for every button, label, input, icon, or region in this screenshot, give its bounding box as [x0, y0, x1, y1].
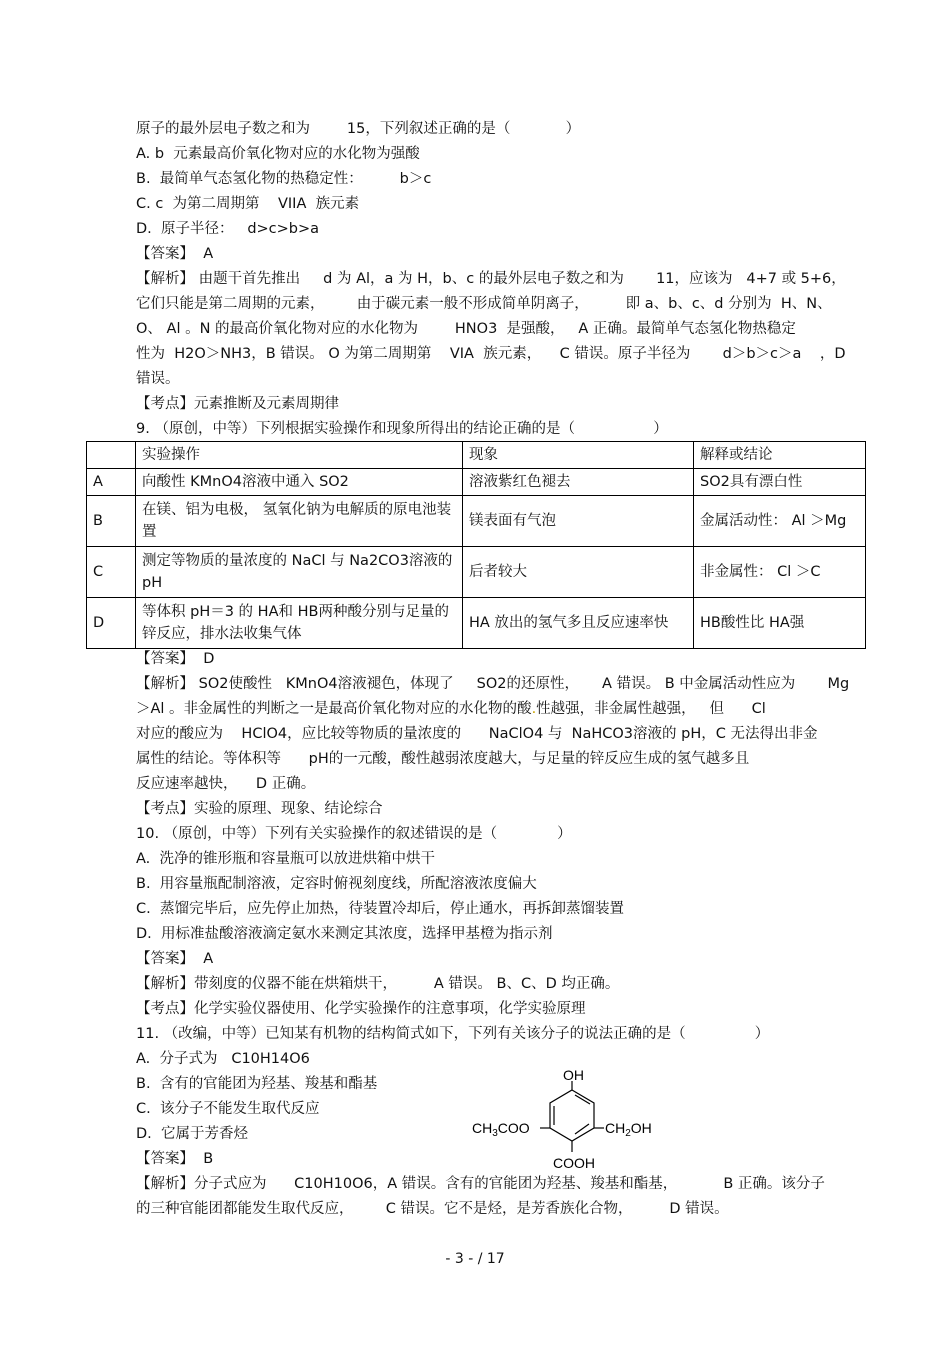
q8-analysis-line: O、 Al 。N 的最高价氧化物对应的水化物为 HNO3 是强酸， A 正确。最简单气态氢化物热稳定 — [136, 321, 796, 337]
q11-option-d: D. 它属于芳香烃 — [136, 1126, 248, 1142]
table-row — [87, 547, 866, 598]
acetoxy-group-label: $CH_3COO$ — [472, 1120, 530, 1139]
table-row — [87, 598, 866, 649]
q9-stem: 9. （原创，中等）下列根据实验操作和现象所得出的结论正确的是（ ） — [136, 421, 668, 437]
q11-option-b: B. 含有的官能团为羟基、羧基和酯基 — [136, 1076, 378, 1092]
q8-analysis-line: 性为 H2O＞NH3，B 错误。 O 为第二周期第 VIA 族元素， C 错误。原子半径为 d＞b＞c＞a ，D — [136, 346, 846, 362]
table-header-cell: 解释或结论 — [694, 442, 866, 469]
cell-operation: 向酸性 KMnO4溶液中通入 SO2 — [136, 469, 463, 496]
cell-conclusion: SO2具有漂白性 — [694, 469, 866, 496]
table-header-cell: 现象 — [463, 442, 694, 469]
benzene-ring — [540, 1081, 604, 1152]
cell-phenomenon: 溶液紫红色褪去 — [463, 469, 694, 496]
q11-stem: 11. （改编，中等）已知某有机物的结构简式如下，下列有关该分子的说法正确的是（ ） — [136, 1026, 770, 1042]
cell-conclusion: 非金属性： Cl ＞C — [694, 547, 866, 598]
q10-option-b: B. 用容量瓶配制溶液，定容时俯视刻度线，所配溶液浓度偏大 — [136, 876, 537, 892]
q9-analysis-line: 属性的结论。等体积等 pH的一元酸，酸性越弱浓度越大，与足量的锌反应生成的氢气越多且 — [136, 751, 750, 767]
table-header-cell: 实验操作 — [136, 442, 463, 469]
cell-conclusion: 金属活动性： Al ＞Mg — [694, 496, 866, 547]
q9-table — [86, 441, 866, 649]
q10-analysis: 【解析】带刻度的仪器不能在烘箱烘干， A 错误。 B、C、D 均正确。 — [136, 976, 620, 992]
table-row — [87, 496, 866, 547]
cell-operation: 测定等物质的量浓度的 NaCl 与 Na2CO3溶液的 pH — [136, 547, 463, 598]
q8-analysis-line: 【解析】 由题干首先推出 d 为 Al，a 为 H，b、c 的最外层电子数之和为 11，应该为 4+7 或 5+6， — [136, 271, 846, 287]
q10-option-c: C. 蒸馏完毕后，应先停止加热，待装置冷却后，停止通水，再拆卸蒸馏装置 — [136, 901, 624, 917]
q9-point: 【考点】实验的原理、现象、结论综合 — [136, 801, 383, 817]
q8-answer: 【答案】 A — [136, 246, 214, 262]
q8-option-a: A. b 元素最高价氧化物对应的水化物为强酸 — [136, 146, 420, 162]
row-label: C — [87, 547, 136, 598]
q8-option-c: C. c 为第二周期第 VIIA 族元素 — [136, 196, 360, 212]
q8-option-d: D. 原子半径： d>c>b>a — [136, 221, 320, 237]
table-header-row — [87, 442, 866, 469]
hydroxymethyl-group-label: $CH_2OH$ — [605, 1120, 652, 1139]
table-row — [87, 469, 866, 496]
cell-phenomenon: 镁表面有气泡 — [463, 496, 694, 547]
q11-analysis-line: 【解析】分子式应为 C10H10O6，A 错误。含有的官能团为羟基、羧基和酯基， B 正确。该分子 — [136, 1176, 825, 1192]
yellow-dot-mark: . — [531, 701, 537, 717]
cell-operation: 等体积 pH＝3 的 HA和 HB两种酸分别与足量的锌反应，排水法收集气体 — [136, 598, 463, 649]
q11-answer: 【答案】 B — [136, 1151, 214, 1167]
row-label: A — [87, 469, 136, 496]
q8-stem-tail: 原子的最外层电子数之和为 15，下列叙述正确的是（ ） — [136, 121, 581, 137]
page-number: - 3 - / 17 — [445, 1251, 505, 1267]
q9-analysis-line: 【解析】 SO2使酸性 KMnO4溶液褪色，体现了 SO2的还原性， A 错误。 B 中金属活动性应为 Mg — [136, 676, 850, 692]
cell-conclusion: HB酸性比 HA强 — [694, 598, 866, 649]
hydroxyl-group-label: OH — [563, 1068, 584, 1083]
q9-analysis-line: 对应的酸应为 HClO4，应比较等物质的量浓度的 NaClO4 与 NaHCO3溶液的 pH，C 无法得出非金 — [136, 726, 818, 742]
q10-option-d: D. 用标准盐酸溶液滴定氨水来测定其浓度，选择甲基橙为指示剂 — [136, 926, 553, 942]
q10-point: 【考点】化学实验仪器使用、化学实验操作的注意事项，化学实验原理 — [136, 1001, 586, 1017]
q9-analysis-line: 反应速率越快， D 正确。 — [136, 776, 316, 792]
row-label: B — [87, 496, 136, 547]
table-header-cell — [87, 442, 136, 469]
q10-stem: 10. （原创，中等）下列有关实验操作的叙述错误的是（ ） — [136, 826, 572, 842]
cell-phenomenon: HA 放出的氢气多且反应速率快 — [463, 598, 694, 649]
q11-option-c: C. 该分子不能发生取代反应 — [136, 1101, 320, 1117]
structural-formula — [468, 1068, 668, 1178]
q8-analysis-line: 它们只能是第二周期的元素， 由于碳元素一般不形成简单阴离子， 即 a、b、c、d 分别为 H、N、 — [136, 296, 832, 312]
carboxyl-group-label: COOH — [553, 1155, 595, 1171]
q9-answer: 【答案】 D — [136, 651, 215, 667]
q11-analysis-line: 的三种官能团都能发生取代反应， C 错误。它不是烃，是芳香族化合物， D 错误。 — [136, 1201, 729, 1217]
q10-answer: 【答案】 A — [136, 951, 214, 967]
q9-analysis-line: ＞Al 。非金属性的判断之一是最高价氧化物对应的水化物的酸.性越强，非金属性越强， 但 Cl — [136, 701, 766, 717]
cell-operation: 在镁、铝为电极， 氢氧化钠为电解质的原电池装置 — [136, 496, 463, 547]
q8-analysis-line: 错误。 — [136, 371, 180, 387]
row-label: D — [87, 598, 136, 649]
q8-point: 【考点】元素推断及元素周期律 — [136, 396, 339, 412]
q11-option-a: A. 分子式为 C10H14O6 — [136, 1051, 310, 1067]
q10-option-a: A. 洗净的锥形瓶和容量瓶可以放进烘箱中烘干 — [136, 851, 435, 867]
q8-option-b: B. 最简单气态氢化物的热稳定性： b＞c — [136, 171, 432, 187]
cell-phenomenon: 后者较大 — [463, 547, 694, 598]
